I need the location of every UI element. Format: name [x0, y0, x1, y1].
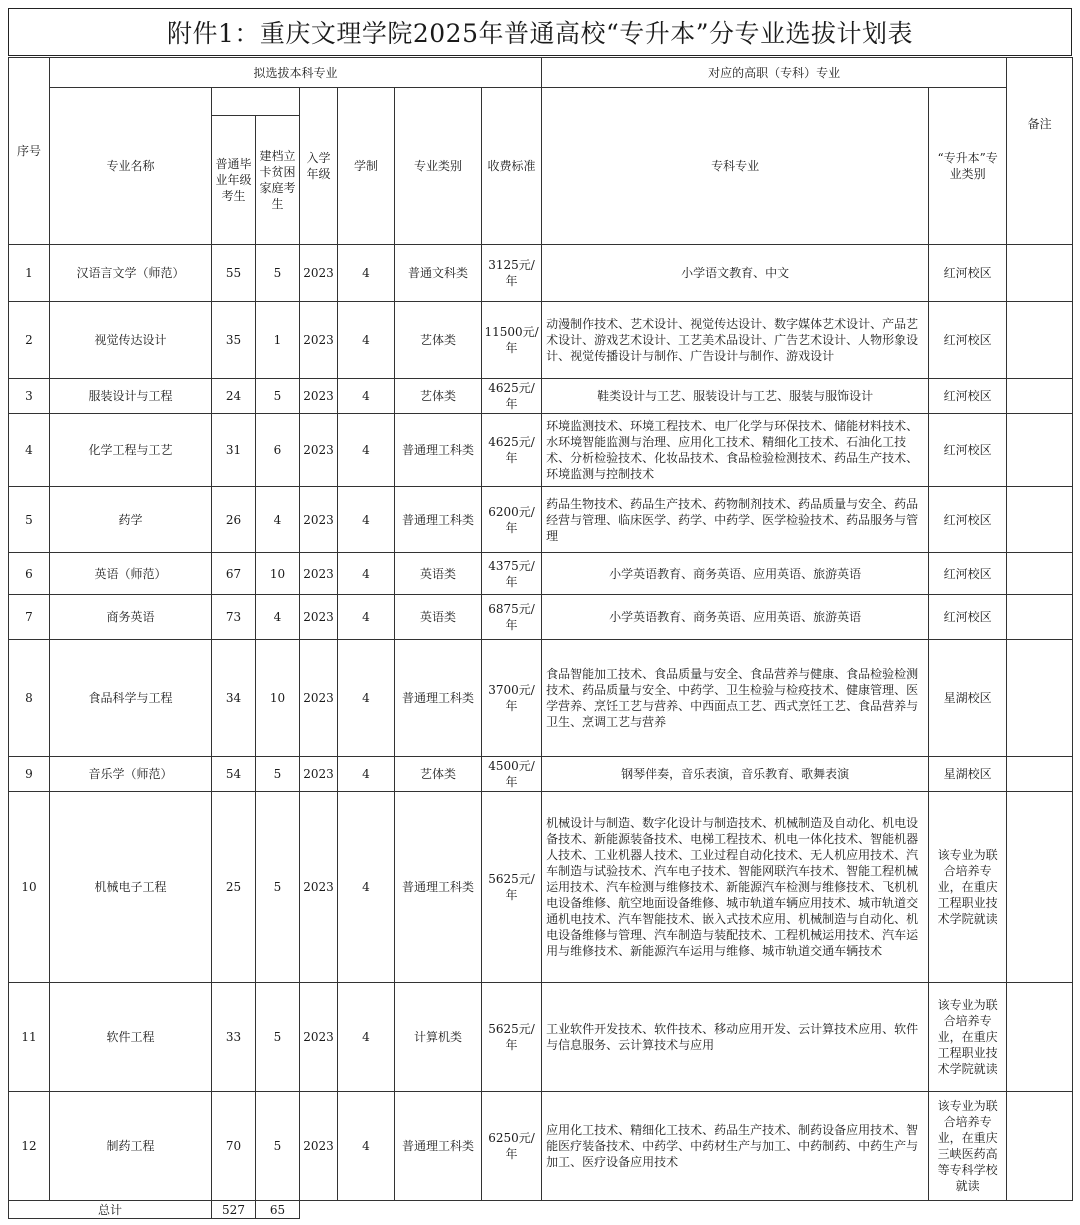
row-category: 英语类	[395, 595, 482, 640]
row-vocational-majors: 应用化工技术、精细化工技术、药品生产技术、制药设备应用技术、智能医疗装备技术、中药学、中药材生产与加工、中药制药、中药生产与加工、医疗设备应用技术	[542, 1092, 929, 1201]
row-category: 计算机类	[395, 983, 482, 1092]
header-duration: 学制	[338, 88, 395, 245]
row-category: 普通理工科类	[395, 640, 482, 757]
row-vocational-majors: 工业软件开发技术、软件技术、移动应用开发、云计算技术应用、软件与信息服务、云计算技术与应用	[542, 983, 929, 1092]
row-vocational-majors: 药品生物技术、药品生产技术、药物制剂技术、药品质量与安全、药品经营与管理、临床医学、药学、中药学、医学检验技术、药品服务与管理	[542, 487, 929, 553]
row-regular-count: 54	[212, 757, 256, 792]
row-upgrade-category: 红河校区	[929, 553, 1007, 595]
row-enroll-grade: 2023	[300, 414, 338, 487]
row-seq: 12	[9, 1092, 50, 1201]
row-major-name: 音乐学（师范）	[50, 757, 212, 792]
header-empty-cell	[212, 88, 300, 116]
row-fee: 6875元/年	[482, 595, 542, 640]
row-fee: 11500元/年	[482, 302, 542, 379]
row-duration: 4	[338, 983, 395, 1092]
row-poverty-count: 4	[256, 595, 300, 640]
row-poverty-count: 6	[256, 414, 300, 487]
row-enroll-grade: 2023	[300, 792, 338, 983]
row-upgrade-category: 红河校区	[929, 245, 1007, 302]
row-poverty-count: 10	[256, 640, 300, 757]
row-duration: 4	[338, 757, 395, 792]
header-row-2	[9, 88, 1073, 116]
row-fee: 5625元/年	[482, 983, 542, 1092]
header-group-undergrad: 拟选拔本科专业	[50, 58, 542, 88]
row-poverty-count: 4	[256, 487, 300, 553]
table-row	[9, 595, 1073, 640]
row-seq: 9	[9, 757, 50, 792]
plan-table	[8, 57, 1073, 1219]
row-regular-count: 70	[212, 1092, 256, 1201]
row-upgrade-category: 星湖校区	[929, 640, 1007, 757]
row-enroll-grade: 2023	[300, 245, 338, 302]
table-row	[9, 553, 1073, 595]
row-category: 艺体类	[395, 757, 482, 792]
row-upgrade-category: 红河校区	[929, 595, 1007, 640]
table-row	[9, 792, 1073, 983]
row-duration: 4	[338, 792, 395, 983]
total-empty-cell	[300, 1201, 1073, 1219]
row-upgrade-category: 星湖校区	[929, 757, 1007, 792]
table-row	[9, 757, 1073, 792]
row-remarks	[1007, 983, 1073, 1092]
row-vocational-majors: 环境监测技术、环境工程技术、电厂化学与环保技术、储能材料技术、水环境智能监测与治理、应用化工技术、精细化工技术、石油化工技术、分析检验技术、化妆品技术、食品检验检测技术、药品生产技术、环境监测与控制技术	[542, 414, 929, 487]
row-vocational-majors: 鞋类设计与工艺、服装设计与工艺、服装与服饰设计	[542, 379, 929, 414]
row-poverty-count: 1	[256, 302, 300, 379]
row-duration: 4	[338, 487, 395, 553]
table-row	[9, 302, 1073, 379]
row-category: 普通理工科类	[395, 792, 482, 983]
total-poverty-count: 65	[256, 1201, 300, 1219]
row-enroll-grade: 2023	[300, 983, 338, 1092]
row-duration: 4	[338, 414, 395, 487]
row-major-name: 机械电子工程	[50, 792, 212, 983]
total-row	[9, 1201, 1073, 1219]
header-fee: 收费标准	[482, 88, 542, 245]
row-enroll-grade: 2023	[300, 595, 338, 640]
row-regular-count: 55	[212, 245, 256, 302]
row-remarks	[1007, 414, 1073, 487]
header-enroll-grade-text: 入学年级	[306, 151, 331, 181]
row-enroll-grade: 2023	[300, 379, 338, 414]
row-poverty-count: 5	[256, 792, 300, 983]
row-fee: 3125元/年	[482, 245, 542, 302]
row-major-name: 服装设计与工程	[50, 379, 212, 414]
row-duration: 4	[338, 302, 395, 379]
row-duration: 4	[338, 640, 395, 757]
header-poverty-students	[256, 116, 300, 245]
table-row	[9, 487, 1073, 553]
row-category: 普通理工科类	[395, 1092, 482, 1201]
table-row	[9, 379, 1073, 414]
row-seq: 4	[9, 414, 50, 487]
header-upgrade-category-text: “专升本”专业类别	[937, 151, 998, 181]
header-category: 专业类别	[395, 88, 482, 245]
row-major-name: 食品科学与工程	[50, 640, 212, 757]
row-vocational-majors: 食品智能加工技术、食品质量与安全、食品营养与健康、食品检验检测技术、药品质量与安全、中药学、卫生检验与检疫技术、健康管理、医学营养、烹饪工艺与营养、中西面点工艺、西式烹饪工艺、食品营养与卫生、烹调工艺与营养	[542, 640, 929, 757]
table-row	[9, 245, 1073, 302]
row-fee: 3700元/年	[482, 640, 542, 757]
row-category: 艺体类	[395, 379, 482, 414]
row-remarks	[1007, 302, 1073, 379]
row-upgrade-category: 红河校区	[929, 302, 1007, 379]
row-seq: 7	[9, 595, 50, 640]
row-seq: 11	[9, 983, 50, 1092]
table-row	[9, 983, 1073, 1092]
total-regular-count: 527	[212, 1201, 256, 1219]
row-enroll-grade: 2023	[300, 757, 338, 792]
table-row	[9, 1092, 1073, 1201]
row-remarks	[1007, 245, 1073, 302]
row-poverty-count: 5	[256, 245, 300, 302]
row-regular-count: 33	[212, 983, 256, 1092]
row-remarks	[1007, 595, 1073, 640]
row-poverty-count: 5	[256, 379, 300, 414]
row-seq: 10	[9, 792, 50, 983]
header-major-name: 专业名称	[50, 88, 212, 245]
row-regular-count: 24	[212, 379, 256, 414]
row-category: 普通理工科类	[395, 414, 482, 487]
row-poverty-count: 10	[256, 553, 300, 595]
header-regular-grads	[212, 116, 256, 245]
row-enroll-grade: 2023	[300, 553, 338, 595]
row-regular-count: 31	[212, 414, 256, 487]
row-fee: 5625元/年	[482, 792, 542, 983]
row-vocational-majors: 机械设计与制造、数字化设计与制造技术、机械制造及自动化、机电设备技术、新能源装备技术、电梯工程技术、机电一体化技术、智能机器人技术、工业机器人技术、工业过程自动化技术、无人机应用技术、汽车制造与试验技术、汽车电子技术、智能网联汽车技术、智能工程机械运用技术、汽车检测与维修技术、新能源汽车检测与维修技术、飞机机电设备维修、航空地面设备维修、城市轨道车辆应用技术、城市轨道交通机电技术、汽车智能技术、嵌入式技术应用、机械制造与自动化、机电设备维修与管理、汽车制造与装配技术、工程机械运用技术、汽车运用与维修技术、新能源汽车运用与维修、城市轨道交通车辆技术	[542, 792, 929, 983]
row-fee: 6250元/年	[482, 1092, 542, 1201]
row-category: 普通文科类	[395, 245, 482, 302]
header-regular-grads-text: 普通毕业年级考生	[215, 157, 252, 203]
row-remarks	[1007, 757, 1073, 792]
row-seq: 1	[9, 245, 50, 302]
row-regular-count: 67	[212, 553, 256, 595]
row-upgrade-category: 该专业为联合培养专业，在重庆工程职业技术学院就读	[929, 983, 1007, 1092]
header-vocational-major: 专科专业	[542, 88, 929, 245]
row-remarks	[1007, 379, 1073, 414]
row-fee: 4625元/年	[482, 414, 542, 487]
row-vocational-majors: 小学英语教育、商务英语、应用英语、旅游英语	[542, 595, 929, 640]
row-vocational-majors: 钢琴伴奏，音乐表演，音乐教育、歌舞表演	[542, 757, 929, 792]
row-remarks	[1007, 1092, 1073, 1201]
row-regular-count: 25	[212, 792, 256, 983]
row-vocational-majors: 动漫制作技术、艺术设计、视觉传达设计、数字媒体艺术设计、产品艺术设计、游戏艺术设计、工艺美术品设计、广告艺术设计、人物形象设计、视觉传播设计与制作、广告设计与制作、游戏设计	[542, 302, 929, 379]
row-category: 普通理工科类	[395, 487, 482, 553]
row-duration: 4	[338, 245, 395, 302]
row-poverty-count: 5	[256, 983, 300, 1092]
row-duration: 4	[338, 379, 395, 414]
table-row	[9, 414, 1073, 487]
row-upgrade-category: 该专业为联合培养专业，在重庆三峡医药高等专科学校就读	[929, 1092, 1007, 1201]
row-enroll-grade: 2023	[300, 640, 338, 757]
row-upgrade-category: 红河校区	[929, 487, 1007, 553]
row-duration: 4	[338, 1092, 395, 1201]
header-row-1	[9, 58, 1073, 88]
header-enroll-grade	[300, 88, 338, 245]
row-fee: 6200元/年	[482, 487, 542, 553]
row-remarks	[1007, 640, 1073, 757]
row-regular-count: 73	[212, 595, 256, 640]
row-category: 英语类	[395, 553, 482, 595]
row-major-name: 软件工程	[50, 983, 212, 1092]
row-major-name: 英语（师范）	[50, 553, 212, 595]
row-enroll-grade: 2023	[300, 1092, 338, 1201]
header-upgrade-category	[929, 88, 1007, 245]
row-upgrade-category: 红河校区	[929, 414, 1007, 487]
row-major-name: 商务英语	[50, 595, 212, 640]
row-regular-count: 34	[212, 640, 256, 757]
row-vocational-majors: 小学语文教育、中文	[542, 245, 929, 302]
row-seq: 2	[9, 302, 50, 379]
row-major-name: 化学工程与工艺	[50, 414, 212, 487]
row-poverty-count: 5	[256, 757, 300, 792]
total-label: 总计	[9, 1201, 212, 1219]
header-remarks: 备注	[1007, 58, 1073, 245]
row-regular-count: 26	[212, 487, 256, 553]
row-duration: 4	[338, 553, 395, 595]
row-remarks	[1007, 487, 1073, 553]
row-upgrade-category: 该专业为联合培养专业，在重庆工程职业技术学院就读	[929, 792, 1007, 983]
row-major-name: 汉语言文学（师范）	[50, 245, 212, 302]
header-poverty-students-text: 建档立卡贫困家庭考生	[259, 149, 296, 211]
header-seq: 序号	[9, 58, 50, 245]
row-regular-count: 35	[212, 302, 256, 379]
row-fee: 4375元/年	[482, 553, 542, 595]
row-seq: 5	[9, 487, 50, 553]
row-fee: 4500元/年	[482, 757, 542, 792]
row-remarks	[1007, 553, 1073, 595]
row-seq: 8	[9, 640, 50, 757]
row-fee: 4625元/年	[482, 379, 542, 414]
row-seq: 3	[9, 379, 50, 414]
row-poverty-count: 5	[256, 1092, 300, 1201]
table-row	[9, 640, 1073, 757]
row-category: 艺体类	[395, 302, 482, 379]
row-duration: 4	[338, 595, 395, 640]
row-major-name: 药学	[50, 487, 212, 553]
row-upgrade-category: 红河校区	[929, 379, 1007, 414]
row-remarks	[1007, 792, 1073, 983]
row-seq: 6	[9, 553, 50, 595]
row-enroll-grade: 2023	[300, 302, 338, 379]
document-title: 附件1：重庆文理学院2025年普通高校“专升本”分专业选拔计划表	[8, 8, 1072, 56]
header-group-vocational: 对应的高职（专科）专业	[542, 58, 1007, 88]
row-enroll-grade: 2023	[300, 487, 338, 553]
row-major-name: 视觉传达设计	[50, 302, 212, 379]
row-major-name: 制药工程	[50, 1092, 212, 1201]
row-vocational-majors: 小学英语教育、商务英语、应用英语、旅游英语	[542, 553, 929, 595]
